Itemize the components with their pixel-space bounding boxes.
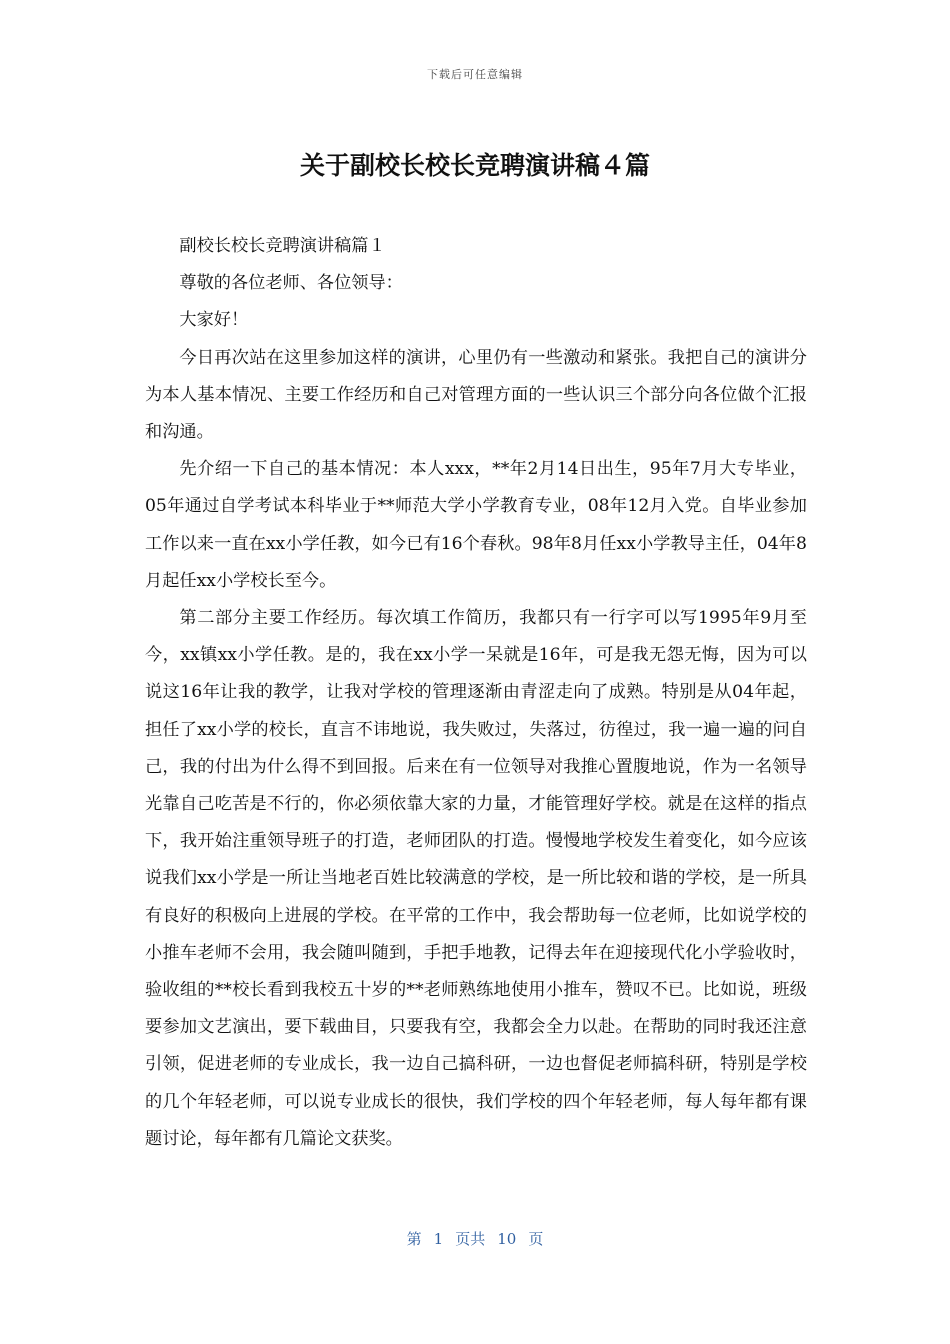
paragraph-intro: 今日再次站在这里参加这样的演讲，心里仍有一些激动和紧张。我把自己的演讲分为本人基本情况、主要工作经历和自己对管理方面的一些认识三个部分向各位做个汇报和沟通。 xyxy=(145,347,807,443)
document-title: 关于副校长校长竞聘演讲稿４篇 xyxy=(299,151,650,180)
footer-current-page: 1 xyxy=(433,1230,444,1248)
paragraph-basic-info: 先介绍一下自己的基本情况：本人xxx，**年2月14日出生，95年7月大专毕业，05年通过自学考试本科毕业于**师范大学小学教育专业，08年12月入党。自毕业参加工作以来一直在xx小学任教，如今已有16个春秋。98年8月任xx小学教导主任，04年8月起任xx小学校长至今。 xyxy=(145,459,807,591)
section-heading: 副校长校长竞聘演讲稿篇１ xyxy=(179,236,386,256)
footer-prefix: 第 xyxy=(406,1230,422,1248)
footer-total-pages: 10 xyxy=(497,1230,517,1248)
document-body xyxy=(145,228,807,1158)
page-footer xyxy=(0,1228,950,1249)
salutation: 尊敬的各位老师、各位领导： xyxy=(179,273,403,294)
paragraph-work-experience: 第二部分主要工作经历。每次填工作简历，我都只有一行字可以写1995年9月至今，xx镇xx小学任教。是的，我在xx小学一呆就是16年，可是我无怨无悔，因为可以说这16年让我的教学，让我对学校的管理逐渐由青涩走向了成熟。特别是从04年起，担任了xx小学的校长，直言不讳地说，我失败过，失落过，彷徨过，我一遍一遍的问自己，我的付出为什么得不到回报。后来在有一位领导对我推心置腹地说，作为一名领导光靠自己吃苦是不行的，你必须依靠大家的力量，才能管理好学校。就是在这样的指点下，我开始注重领导班子的打造，老师团队的打造。慢慢地学校发生着变化，如今应该说我们xx小学是一所让当地老百姓比较满意的学校，是一所比较和谐的学校，是一所具有良好的积极向上进展的学校。在平常的工作中，我会帮助每一位老师，比如说学校的小推车老师不会用，我会随叫随到，手把手地教，记得去年在迎接现代化小学验收时，验收组的**校长看到我校五十岁的**老师熟练地使用小推车，赞叹不已。比如说，班级要参加文艺演出，要下载曲目，只要我有空，我都会全力以赴。在帮助的同时我还注意引领，促进老师的专业成长，我一边自己搞科研，一边也督促老师搞科研，特别是学校的几个年轻老师，可以说专业成长的很快，我们学校的四个年轻老师，每人每年都有课题讨论，每年都有几篇论文获奖。 xyxy=(145,608,807,1149)
greeting: 大家好！ xyxy=(179,310,249,331)
footer-middle: 页共 xyxy=(455,1230,486,1248)
footer-suffix: 页 xyxy=(528,1230,544,1248)
header-note: 下载后可任意编辑 xyxy=(427,68,523,81)
